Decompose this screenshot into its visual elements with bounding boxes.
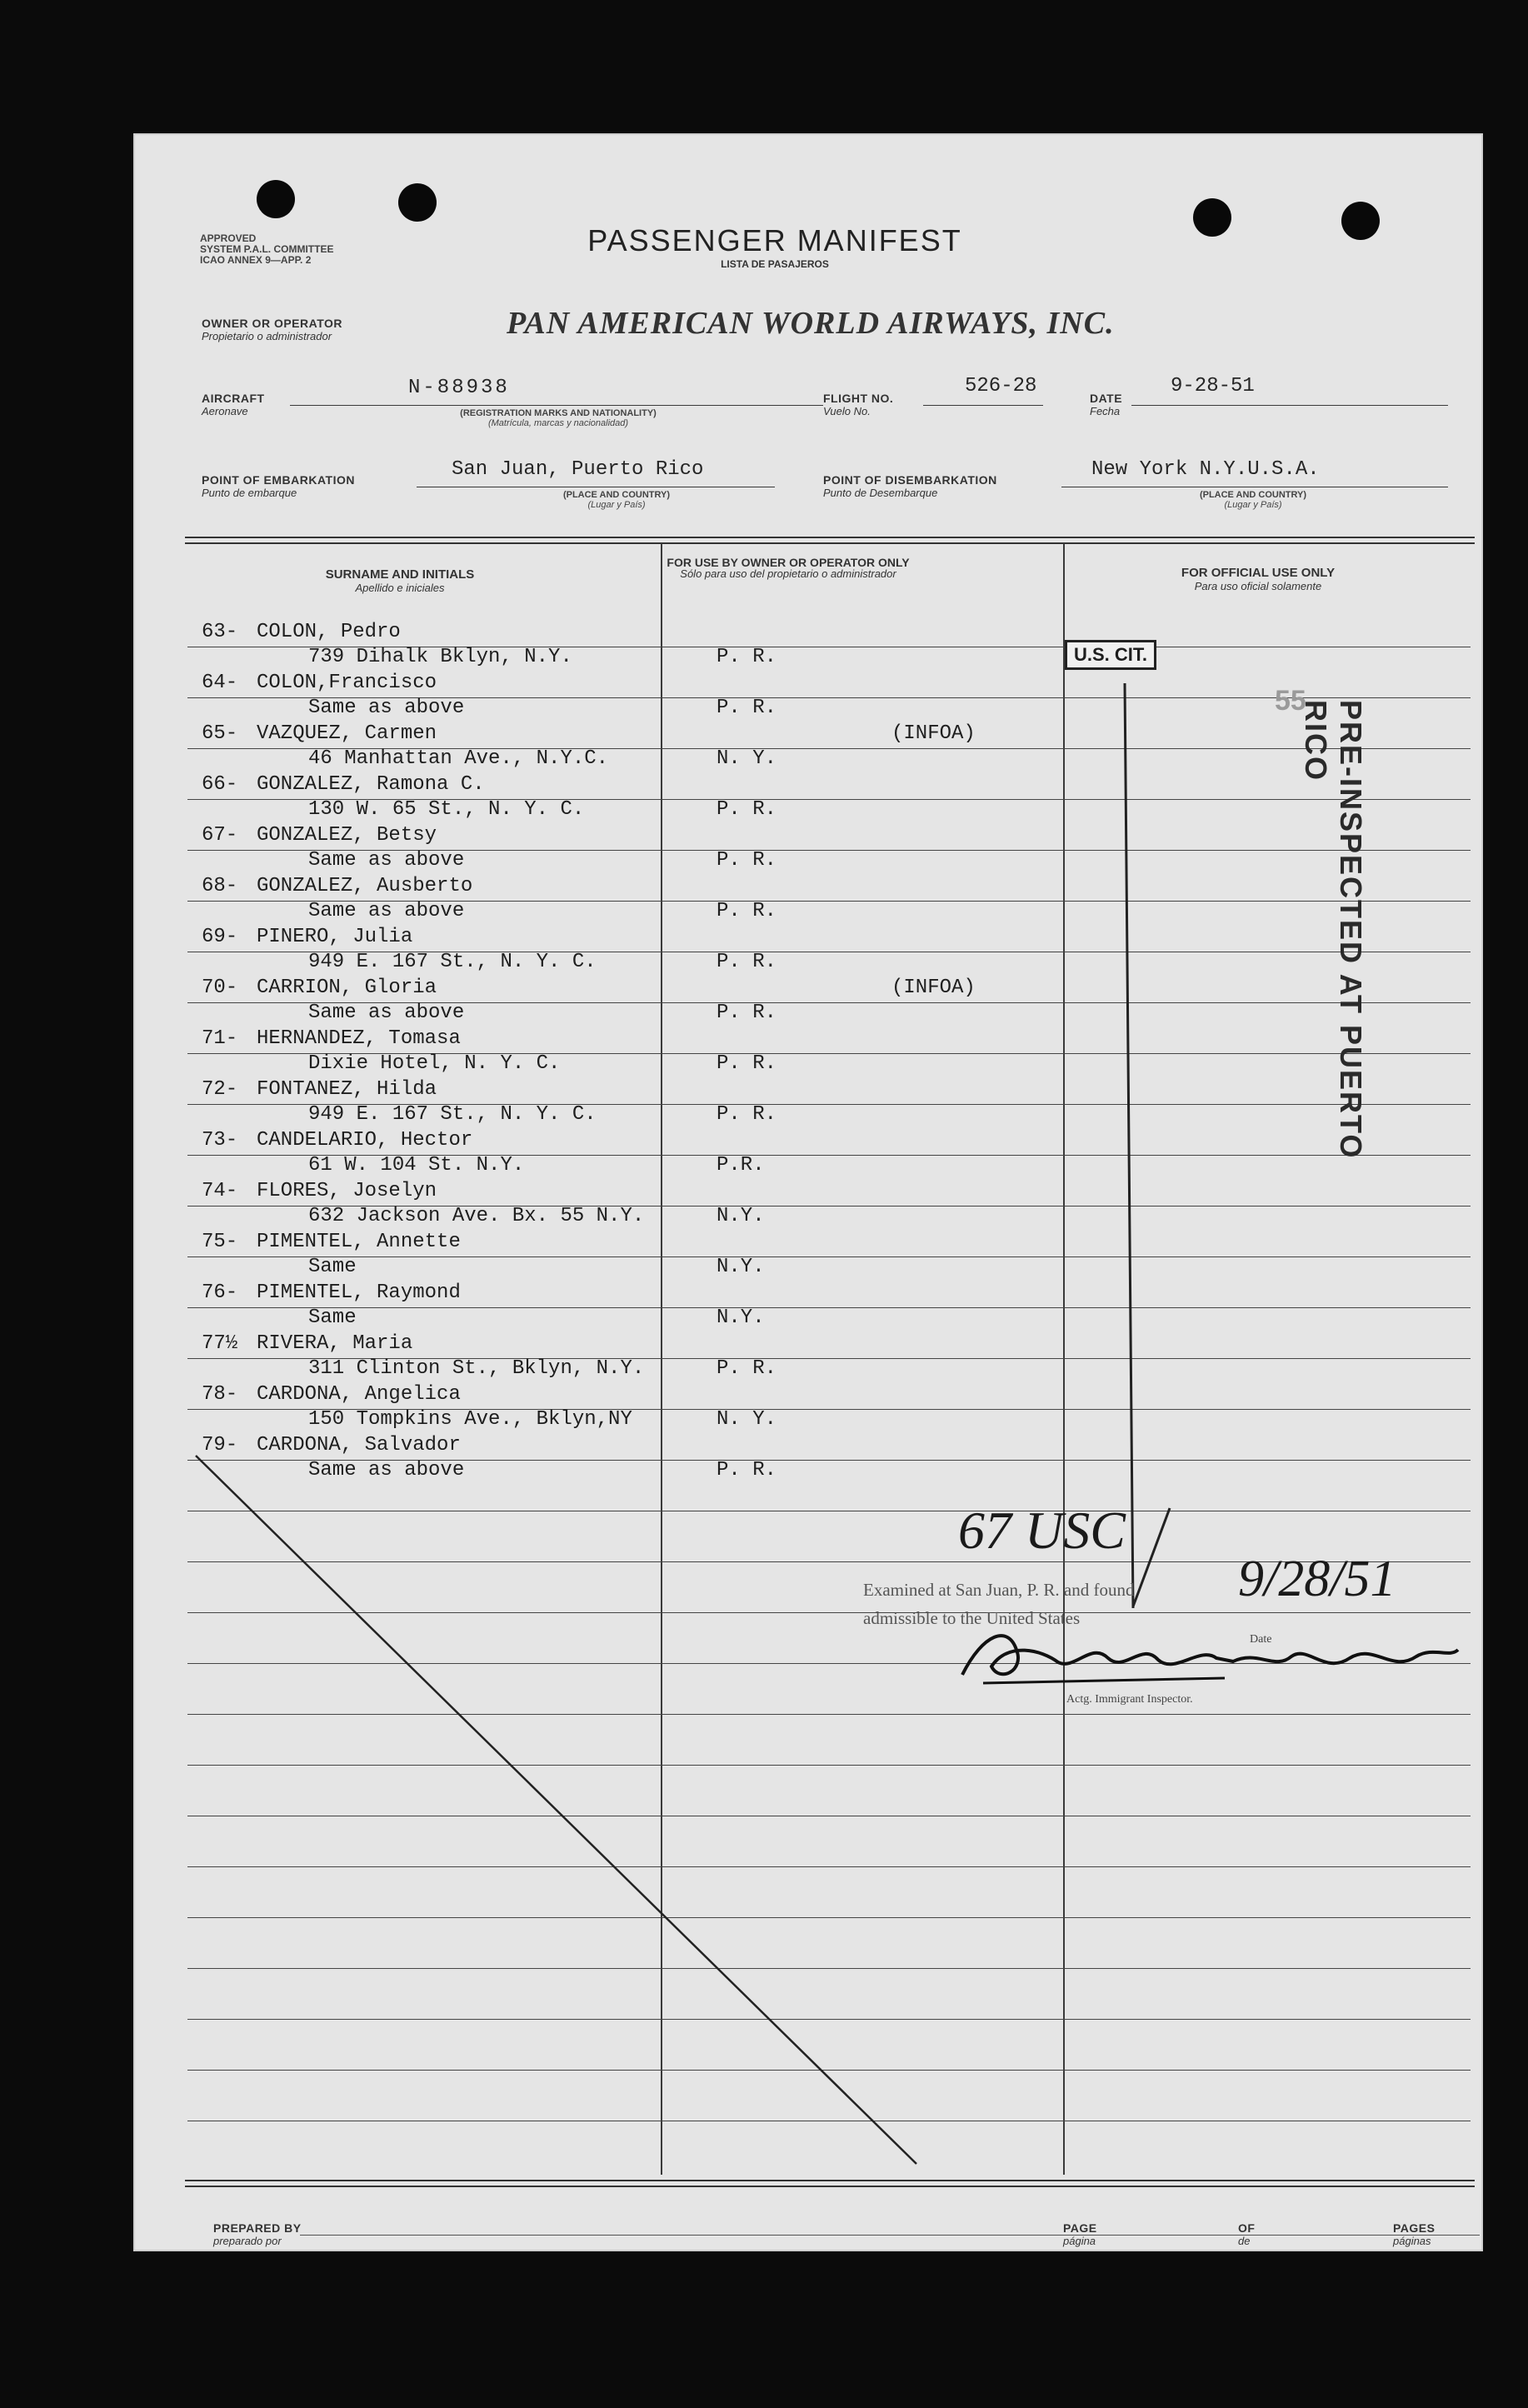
passenger-name: CARDONA, Angelica: [257, 1383, 461, 1406]
passenger-name: COLON, Pedro: [257, 621, 401, 643]
passenger-address: 61 W. 104 St. N.Y.: [308, 1154, 525, 1177]
passenger-address: 150 Tompkins Ave., Bklyn,NY: [308, 1408, 632, 1431]
passenger-origin-code: P. R.: [717, 646, 777, 668]
passenger-origin-code: P. R.: [717, 1103, 777, 1126]
passenger-row: [133, 926, 1483, 977]
pre-inspected-stamp: PRE-INSPECTED AT PUERTO RICO: [1299, 700, 1368, 1160]
examined-line-1: Examined at San Juan, P. R. and found: [863, 1580, 1135, 1600]
page-title: PASSENGER MANIFEST: [587, 223, 962, 257]
passenger-number: 67-: [202, 824, 238, 847]
operator-name: PAN AMERICAN WORLD AIRWAYS, INC.: [507, 306, 1115, 341]
passenger-origin-code: P. R.: [717, 951, 777, 973]
disembarkation-label: POINT OF DISEMBARKATION Punto de Desembarque: [823, 473, 997, 499]
passenger-number: 65-: [202, 722, 238, 745]
column-header-owner: FOR USE BY OWNER OR OPERATOR ONLY Sólo para uso del propietario o administrador: [667, 556, 910, 580]
passenger-number: 76-: [202, 1281, 238, 1304]
column-header-names: SURNAME AND INITIALS Apellido e iniciales: [325, 567, 475, 594]
punch-hole: [1341, 202, 1380, 240]
passenger-name: RIVERA, Maria: [257, 1332, 413, 1355]
passenger-address: 130 W. 65 St., N. Y. C.: [308, 798, 585, 821]
passenger-row: [133, 1332, 1483, 1383]
passenger-number: 74-: [202, 1180, 238, 1202]
passenger-name: FLORES, Joselyn: [257, 1180, 437, 1202]
passenger-name: PIMENTEL, Raymond: [257, 1281, 461, 1304]
check-mark-line: [1116, 675, 1216, 1608]
passenger-number: 75-: [202, 1231, 238, 1253]
official-count: 55: [1275, 685, 1306, 717]
passenger-origin-code: P. R.: [717, 1357, 777, 1380]
passenger-name: COLON,Francisco: [257, 672, 437, 694]
column-header-official: FOR OFFICIAL USE ONLY Para uso oficial solamente: [1181, 566, 1336, 592]
passenger-number: 63-: [202, 621, 238, 643]
exam-date-label: Date: [1250, 1633, 1272, 1646]
aircraft-registration: N-88938: [408, 377, 510, 399]
passenger-row: [133, 1281, 1483, 1332]
passenger-note: (INFOA): [891, 722, 976, 745]
embark-place-sub: (PLACE AND COUNTRY) (Lugar y País): [562, 490, 671, 510]
passenger-row: [133, 875, 1483, 926]
flight-label: FLIGHT NO. Vuelo No.: [823, 392, 894, 417]
passenger-origin-code: P.R.: [717, 1154, 765, 1177]
passenger-number: 79-: [202, 1434, 238, 1456]
aircraft-label: AIRCRAFT Aeronave: [202, 392, 265, 417]
aircraft-sub: (REGISTRATION MARKS AND NATIONALITY) (Matrícula, marcas y nacionalidad): [460, 408, 657, 428]
passenger-address: 311 Clinton St., Bklyn, N.Y.: [308, 1357, 645, 1380]
passenger-note: (INFOA): [891, 977, 976, 999]
us-citizen-stamp: U.S. CIT.: [1065, 640, 1156, 670]
page-title-es: LISTA DE PASAJEROS: [721, 258, 829, 270]
passenger-row: [133, 1078, 1483, 1129]
passenger-name: GONZALEZ, Ramona C.: [257, 773, 485, 796]
passenger-row: [133, 722, 1483, 773]
passenger-number: 73-: [202, 1129, 238, 1152]
passenger-origin-code: N. Y.: [717, 747, 777, 770]
inspector-label: Actg. Immigrant Inspector.: [1066, 1693, 1193, 1706]
punch-hole: [398, 183, 437, 222]
passenger-number: 64-: [202, 672, 238, 694]
passenger-origin-code: P. R.: [717, 849, 777, 872]
passenger-number: 69-: [202, 926, 238, 948]
passenger-number: 78-: [202, 1383, 238, 1406]
passenger-origin-code: N.Y.: [717, 1205, 765, 1227]
of-label: OF de: [1238, 2221, 1256, 2247]
passenger-origin-code: P. R.: [717, 798, 777, 821]
passenger-address: 46 Manhattan Ave., N.Y.C.: [308, 747, 609, 770]
passenger-row: [133, 1180, 1483, 1231]
passenger-address: Dixie Hotel, N. Y. C.: [308, 1052, 561, 1075]
passenger-origin-code: N.Y.: [717, 1256, 765, 1278]
passenger-origin-code: P. R.: [717, 1052, 777, 1075]
passenger-address: 632 Jackson Ave. Bx. 55 N.Y.: [308, 1205, 645, 1227]
examined-line-2: admissible to the United States: [863, 1608, 1081, 1628]
passenger-row: [133, 824, 1483, 875]
flight-date: 9-28-51: [1171, 375, 1255, 397]
passenger-address: Same: [308, 1256, 357, 1278]
disembarkation-point: New York N.Y.U.S.A.: [1091, 458, 1320, 481]
passenger-name: FONTANEZ, Hilda: [257, 1078, 437, 1101]
punch-hole: [257, 180, 295, 218]
passenger-number: 66-: [202, 773, 238, 796]
manifest-page: [133, 133, 1483, 2251]
passenger-name: HERNANDEZ, Tomasa: [257, 1027, 461, 1050]
passenger-number: 68-: [202, 875, 238, 897]
passenger-address: 949 E. 167 St., N. Y. C.: [308, 1103, 597, 1126]
examination-date: 9/28/51: [1238, 1551, 1396, 1607]
passenger-address: Same as above: [308, 1002, 465, 1024]
passenger-origin-code: P. R.: [717, 697, 777, 719]
passenger-row: [133, 977, 1483, 1027]
manifest-title-block: [583, 223, 966, 270]
passenger-address: Same as above: [308, 849, 465, 872]
passenger-row: [133, 773, 1483, 824]
page-label: PAGE página: [1063, 2221, 1097, 2247]
passenger-name: PIMENTEL, Annette: [257, 1231, 461, 1253]
prepared-by-label: PREPARED BY preparado por: [213, 2221, 302, 2247]
passenger-row: [133, 1231, 1483, 1281]
passenger-number: 70-: [202, 977, 238, 999]
passenger-number: 72-: [202, 1078, 238, 1101]
passenger-origin-code: P. R.: [717, 900, 777, 922]
embarkation-label: POINT OF EMBARKATION Punto de embarque: [202, 473, 355, 499]
passenger-row: [133, 1129, 1483, 1180]
passenger-name: CANDELARIO, Hector: [257, 1129, 473, 1152]
pages-label: PAGES páginas: [1393, 2221, 1436, 2247]
passenger-address: Same as above: [308, 697, 465, 719]
passenger-name: VAZQUEZ, Carmen: [257, 722, 437, 745]
handwritten-count: 67 USC: [958, 1501, 1126, 1560]
owner-label: OWNER OR OPERATOR Propietario o administrador: [202, 317, 342, 342]
cancel-diagonal-line: [192, 1451, 925, 2185]
passenger-address: Same as above: [308, 1459, 465, 1481]
passenger-origin-code: P. R.: [717, 1459, 777, 1481]
date-label: DATE Fecha: [1090, 392, 1123, 417]
passenger-name: GONZALEZ, Betsy: [257, 824, 437, 847]
passenger-address: Same: [308, 1306, 357, 1329]
punch-hole: [1193, 198, 1231, 237]
passenger-row: [133, 621, 1483, 672]
passenger-address: 739 Dihalk Bklyn, N.Y.: [308, 646, 572, 668]
flight-number: 526-28: [965, 375, 1037, 397]
passenger-name: GONZALEZ, Ausberto: [257, 875, 473, 897]
approval-note: APPROVED SYSTEM P.A.L. COMMITTEE ICAO ANNEX 9—APP. 2: [200, 232, 334, 266]
passenger-row: [133, 1383, 1483, 1434]
embarkation-point: San Juan, Puerto Rico: [452, 458, 704, 481]
passenger-name: PINERO, Julia: [257, 926, 413, 948]
passenger-origin-code: N.Y.: [717, 1306, 765, 1329]
passenger-address: Same as above: [308, 900, 465, 922]
inspector-signature: [958, 1625, 1466, 1691]
passenger-name: CARDONA, Salvador: [257, 1434, 461, 1456]
passenger-origin-code: N. Y.: [717, 1408, 777, 1431]
passenger-number: 71-: [202, 1027, 238, 1050]
passenger-name: CARRION, Gloria: [257, 977, 437, 999]
passenger-number: 77½: [202, 1332, 238, 1355]
disembark-place-sub: (PLACE AND COUNTRY) (Lugar y País): [1199, 490, 1307, 510]
passenger-row: [133, 1027, 1483, 1078]
passenger-address: 949 E. 167 St., N. Y. C.: [308, 951, 597, 973]
passenger-origin-code: P. R.: [717, 1002, 777, 1024]
